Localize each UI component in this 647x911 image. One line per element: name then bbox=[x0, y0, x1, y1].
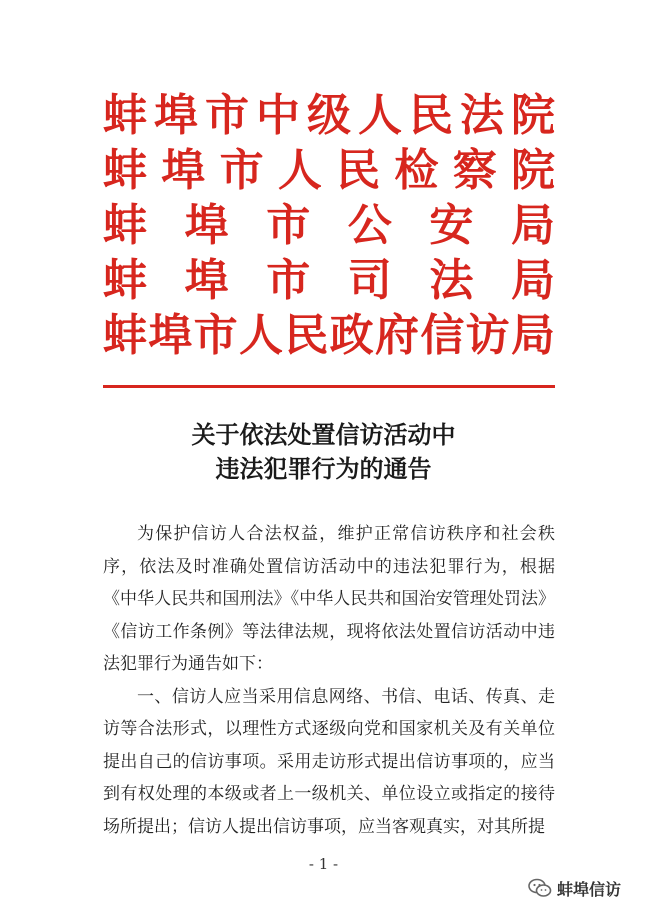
wechat-icon bbox=[528, 878, 552, 898]
document-title bbox=[0, 418, 647, 486]
agency-line-procuratorate: 蚌埠市人民检察院 bbox=[103, 145, 555, 196]
agency-line-petition-bureau: 蚌埠市人民政府信访局 bbox=[103, 310, 555, 361]
issuing-agencies-header bbox=[103, 88, 555, 363]
agency-line-justice: 蚌埠市司法局 bbox=[103, 255, 555, 306]
body-paragraph-intro: 为保护信访人合法权益，维护正常信访秩序和社会秩序，依法及时准确处置信访活动中的违法犯罪行为，根据《中华人民共和国刑法》《中华人民共和国治安管理处罚法》《信访工作条例》等法律法规，现将依法处置信访活动中违法犯罪行为通告如下： bbox=[103, 524, 555, 674]
agency-line-public-security: 蚌埠市公安局 bbox=[103, 200, 555, 251]
agency-line-court: 蚌埠市中级人民法院 bbox=[103, 90, 555, 141]
body-paragraph-item-1: 一、信访人应当采用信息网络、书信、电话、传真、走访等合法形式，以理性方式逐级向党和国家机关及有关单位提出自己的信访事项。采用走访形式提出信访事项的，应当到有权处理的本级或者上一级机关、单位设立或指定的接待场所提出；信访人提出信访事项，应当客观真实，对其所提 bbox=[103, 686, 555, 837]
document-title-line-1: 关于依法处置信访活动中 bbox=[191, 420, 456, 449]
document-body bbox=[103, 518, 555, 843]
watermark-account-name: 蚌埠信访 bbox=[557, 879, 622, 899]
document-title-line-2: 违法犯罪行为的通告 bbox=[215, 454, 432, 483]
header-red-divider bbox=[103, 385, 555, 388]
wechat-account-watermark bbox=[528, 876, 621, 900]
page-number: - 1 - bbox=[308, 855, 339, 873]
